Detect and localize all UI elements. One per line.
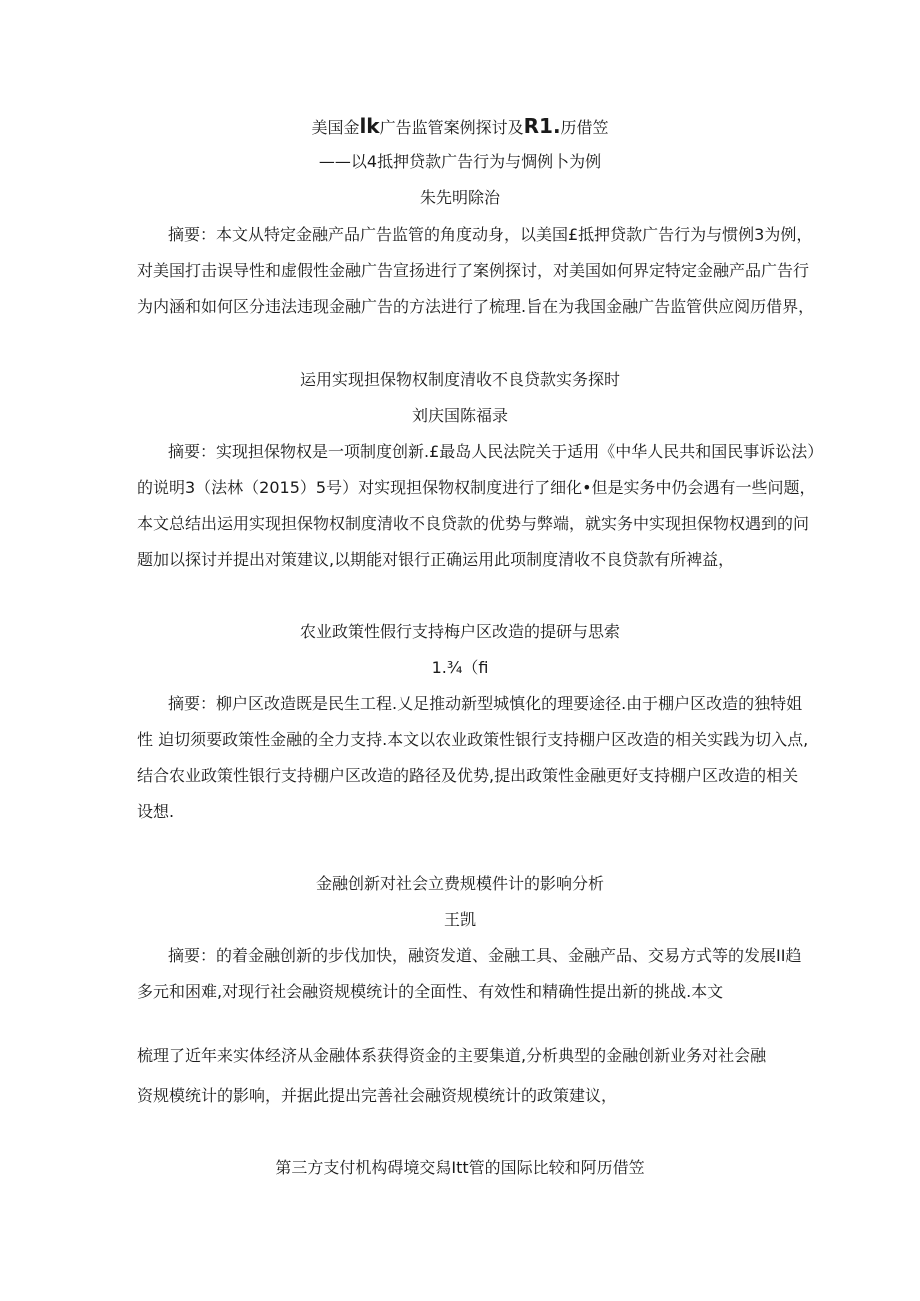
article-2-abstract-line: 本文总结出运用实现担保物权制度清收不良贷款的优势与弊端，就实务中实现担保物权遇到的问 [137, 514, 810, 533]
article-4-title: 金融创新对社会立费规模件计的影响分析 [315, 874, 604, 893]
article-3-abstract-line: 结合农业政策性银行支持棚户区改造的路径及优势,提出政策性金融更好支持棚户区改造的相关 [137, 766, 799, 785]
article-3-abstract-line: 摘要：柳户区改造既是民生工程.乂足推动新型城慎化的理要途径.由于棚户区改造的独特姐 [168, 694, 803, 713]
article-1-title: 美国金lk广告监管案例探讨及R1.历借笠 [311, 114, 609, 138]
article-2-abstract-line: 题加以探讨并提出对策建议,以期能对银行正确运用此项制度清收不良贷款有所裨益， [137, 550, 735, 569]
article-4-abstract-line: 梳理了近年来实体经济从金融体系获得资金的主要集道,分析典型的金融创新业务对社会融 [137, 1046, 767, 1065]
article-3-authors: 1.¾（fi [431, 658, 489, 677]
article-1-authors: 朱先明除治 [419, 188, 500, 207]
article-2-abstract-line: 摘要：实现担保物权是一项制度创新.£最岛人民法院关于适用《中华人民共和国民事诉讼法） [168, 442, 824, 461]
article-3-abstract-line: 设想. [137, 802, 175, 821]
article-2-authors: 刘庆国陈福录 [411, 406, 508, 425]
article-2-abstract-line: 的说明3（法林（2015）5号）对实现担保物权制度进行了细化•但是实务中仍会遇有一些问题， [137, 478, 816, 497]
article-1-abstract-line: 对美国打击误导性和虚假性金融广告宣扬进行了案例探讨，对美国如何界定特定金融产品广告行 [137, 261, 810, 280]
article-3-abstract-line: 性 迫切须要政策性金融的全力支持.本文以农业政策性银行支持棚户区改造的相关实践为切入点, [137, 730, 809, 749]
article-1-abstract-line: 为内涵和如何区分违法违现金融广告的方法进行了梳理.旨在为我国金融广告监管供应阅历借界， [137, 297, 815, 316]
article-4-authors: 王凯 [443, 910, 476, 929]
article-4-abstract-line: 多元和困难,对现行社会融资规模统计的全面性、有效性和精确性提出新的挑战.本文 [137, 982, 724, 1001]
article-2-title: 运用实现担保物权制度清收不良贷款实务探时 [299, 370, 620, 389]
article-1-abstract-line: 摘要：本文从特定金融产品广告监管的角度动身，以美国£抵押贷款广告行为与惯例3为例， [168, 225, 813, 244]
article-3-title: 农业政策性假行支持梅户区改造的提研与思索 [299, 622, 620, 641]
article-5-title: 第三方支付机构碍境交舄Itt管的国际比较和阿历借笠 [275, 1158, 645, 1177]
article-4-abstract-line: 摘要：的着金融创新的步伐加快，融资发道、金融工具、金融产品、交易方式等的发展II趋 [168, 946, 802, 965]
article-4-abstract-line: 资规模统计的影响，并据此提出完善社会融资规模统计的政策建议， [137, 1086, 618, 1105]
article-1-subtitle: ——以4抵押贷款广告行为与惆例卜为例 [318, 152, 602, 171]
